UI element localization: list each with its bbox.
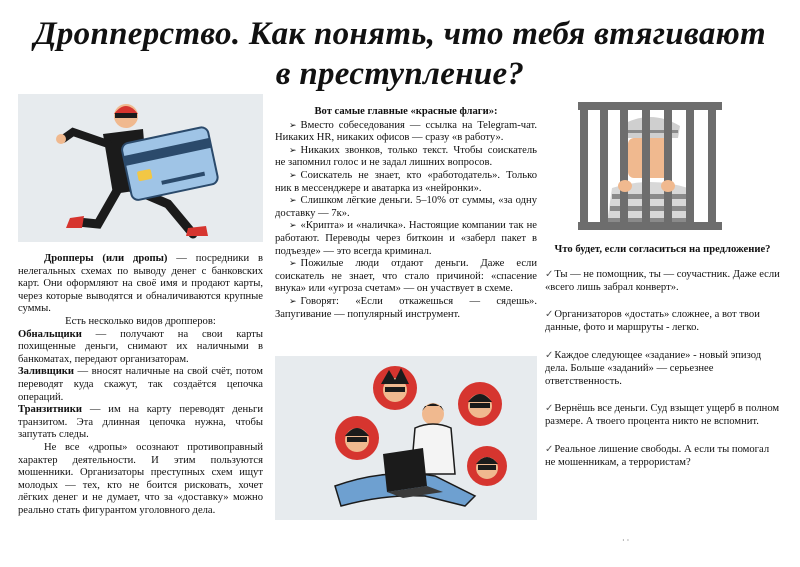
type-depositors <box>18 366 263 404</box>
arrow-icon: ➢ <box>289 259 297 270</box>
red-flags-title: Вот самые главные «красные флаги»: <box>314 106 498 117</box>
red-flag-item <box>275 120 537 145</box>
red-flag-item <box>275 170 537 195</box>
arrow-icon: ➢ <box>289 196 297 207</box>
type-description: — им на карту переводят деньги транзитом. Эта длинная цепочка нужна, чтобы запутать следы. <box>18 404 263 441</box>
type-cashers <box>18 329 263 367</box>
left-column-text <box>18 253 263 517</box>
consequence-text: Вернёшь все деньги. Суд взыщет ущерб в полном размере. А твоего процента никто не вспомнит. <box>545 403 780 428</box>
arrow-icon: ➢ <box>289 145 297 156</box>
hacker-face-4 <box>467 446 507 486</box>
consequence-text: Реальное лишение свободы. А если ты помогал не мошенникам, а террористам? <box>545 443 770 468</box>
title-line-1: Дропперство. Как понять, что тебя втягивают <box>34 16 766 52</box>
laptop-screen <box>383 448 427 492</box>
consequences-question: Что будет, если согласиться на предложение? <box>554 244 771 255</box>
red-flag-text: Слишком лёгкие деньги. 5–10% от суммы, «за одну доставку — 7к». <box>275 195 537 219</box>
hackers-laptop-illustration <box>275 356 537 520</box>
closing-paragraph: Не все «дропы» осознают противоправный характер деятельности. И этим пользуются мошенники. Организаторы преступных схем ищут молодых — тех, кто не боится рисковать, хочет лёгких денег и не думает, что за «доставку» можно реально стать фигурантом уголовного дела. <box>18 441 263 516</box>
prison-illustration-svg <box>578 102 722 230</box>
thief-with-card-illustration <box>18 94 263 242</box>
red-flag-item <box>275 296 537 321</box>
red-flag-text: Говорят: «Если откажешься — сядешь». Запугивание — популярный инструмент. <box>275 295 537 320</box>
type-description: — вносят наличные на свой счёт, потом переводят куда скажут, так создаётся цепочка операций. <box>18 366 263 403</box>
droppers-term: Дропперы (или дропы) <box>44 253 168 264</box>
red-flag-text: Пожилые люди отдают деньги. Даже если соискатель не знает, что стало причиной: «спасение внука» или «угроза счетам» — он участвует в схеме. <box>275 258 537 295</box>
prisoner-hand-right <box>661 180 675 192</box>
prisoner-behind-bars-illustration <box>578 102 722 230</box>
red-flag-item <box>275 195 537 220</box>
consequence-item <box>545 403 780 429</box>
droppers-intro <box>18 253 263 316</box>
red-flag-text: Вместо собеседования — ссылка на Telegram-чат. Никаких HR, никаких офисов — сразу «в работу». <box>275 119 537 144</box>
consequence-item <box>545 269 780 295</box>
checkmark-icon: ✓ <box>545 349 554 361</box>
consequence-text: Ты — не помощник, ты — соучастник. Даже если «всего лишь забрал конверт». <box>545 268 780 293</box>
title-line-2: в преступление? <box>275 56 525 92</box>
consequence-text: Каждое следующее «задание» - новый эпизод дела. Больше «заданий» — серьезнее ответственность. <box>545 349 762 387</box>
type-description: — получают на свои карты похищенные деньги, снимают их наличными в банкоматах, передают организаторам. <box>18 328 263 365</box>
consequence-item <box>545 350 780 388</box>
type-term: Обнальщики <box>18 328 82 340</box>
thief-hand <box>56 134 66 144</box>
red-flags-section <box>275 106 537 321</box>
types-heading: Есть несколько видов дропперов: <box>65 315 216 327</box>
page-title <box>10 14 790 94</box>
red-flag-item <box>275 145 537 170</box>
red-flag-item <box>275 258 537 296</box>
type-term: Транзитники <box>18 404 82 416</box>
type-term: Заливщики <box>18 366 75 378</box>
prisoner-hand-left <box>618 180 632 192</box>
red-flag-item <box>275 220 537 258</box>
consequences-section <box>545 244 780 485</box>
consequence-item <box>545 309 780 335</box>
checkmark-icon: ✓ <box>545 443 554 455</box>
hacker-face-3 <box>335 416 379 460</box>
hackers-illustration-svg <box>275 356 537 520</box>
arrow-icon: ➢ <box>289 120 297 131</box>
checkmark-icon: ✓ <box>545 268 554 280</box>
type-transits <box>18 404 263 442</box>
red-flag-text: Никаких звонков, только текст. Чтобы соискатель не запомнил голос и не задал лишних вопросов. <box>275 144 537 169</box>
arrow-icon: ➢ <box>289 296 297 307</box>
thief-illustration-svg <box>18 94 263 242</box>
arrow-icon: ➢ <box>289 221 297 232</box>
checkmark-icon: ✓ <box>545 309 554 321</box>
red-flag-text: Соискатель не знает, кто «работодатель». Только ник в мессенджере и аватарка из «нейронки». <box>275 169 537 194</box>
droppers-definition: — посредники в нелегальных схемах по выводу денег с банковских карт. Они оформляют на своё имя и продают карты, через которые выводятся и обналичиваются крупные суммы. <box>18 253 263 315</box>
thief-mask <box>115 113 137 118</box>
red-flag-text: «Крипта» и «наличка». Настоящие компании так не работают. Переводы через биткоин и «заберл пакет в подъезде» — это всегда криминал. <box>275 220 537 257</box>
checkmark-icon: ✓ <box>545 403 554 415</box>
arrow-icon: ➢ <box>289 170 297 181</box>
hacker-face-2 <box>458 382 502 426</box>
footer-mark: · · <box>622 536 630 545</box>
consequence-item <box>545 444 780 470</box>
consequence-text: Организаторов «достать» сложнее, а вот твои данные, фото и маршруты - легко. <box>545 309 760 334</box>
hacker-face-1 <box>373 366 417 410</box>
